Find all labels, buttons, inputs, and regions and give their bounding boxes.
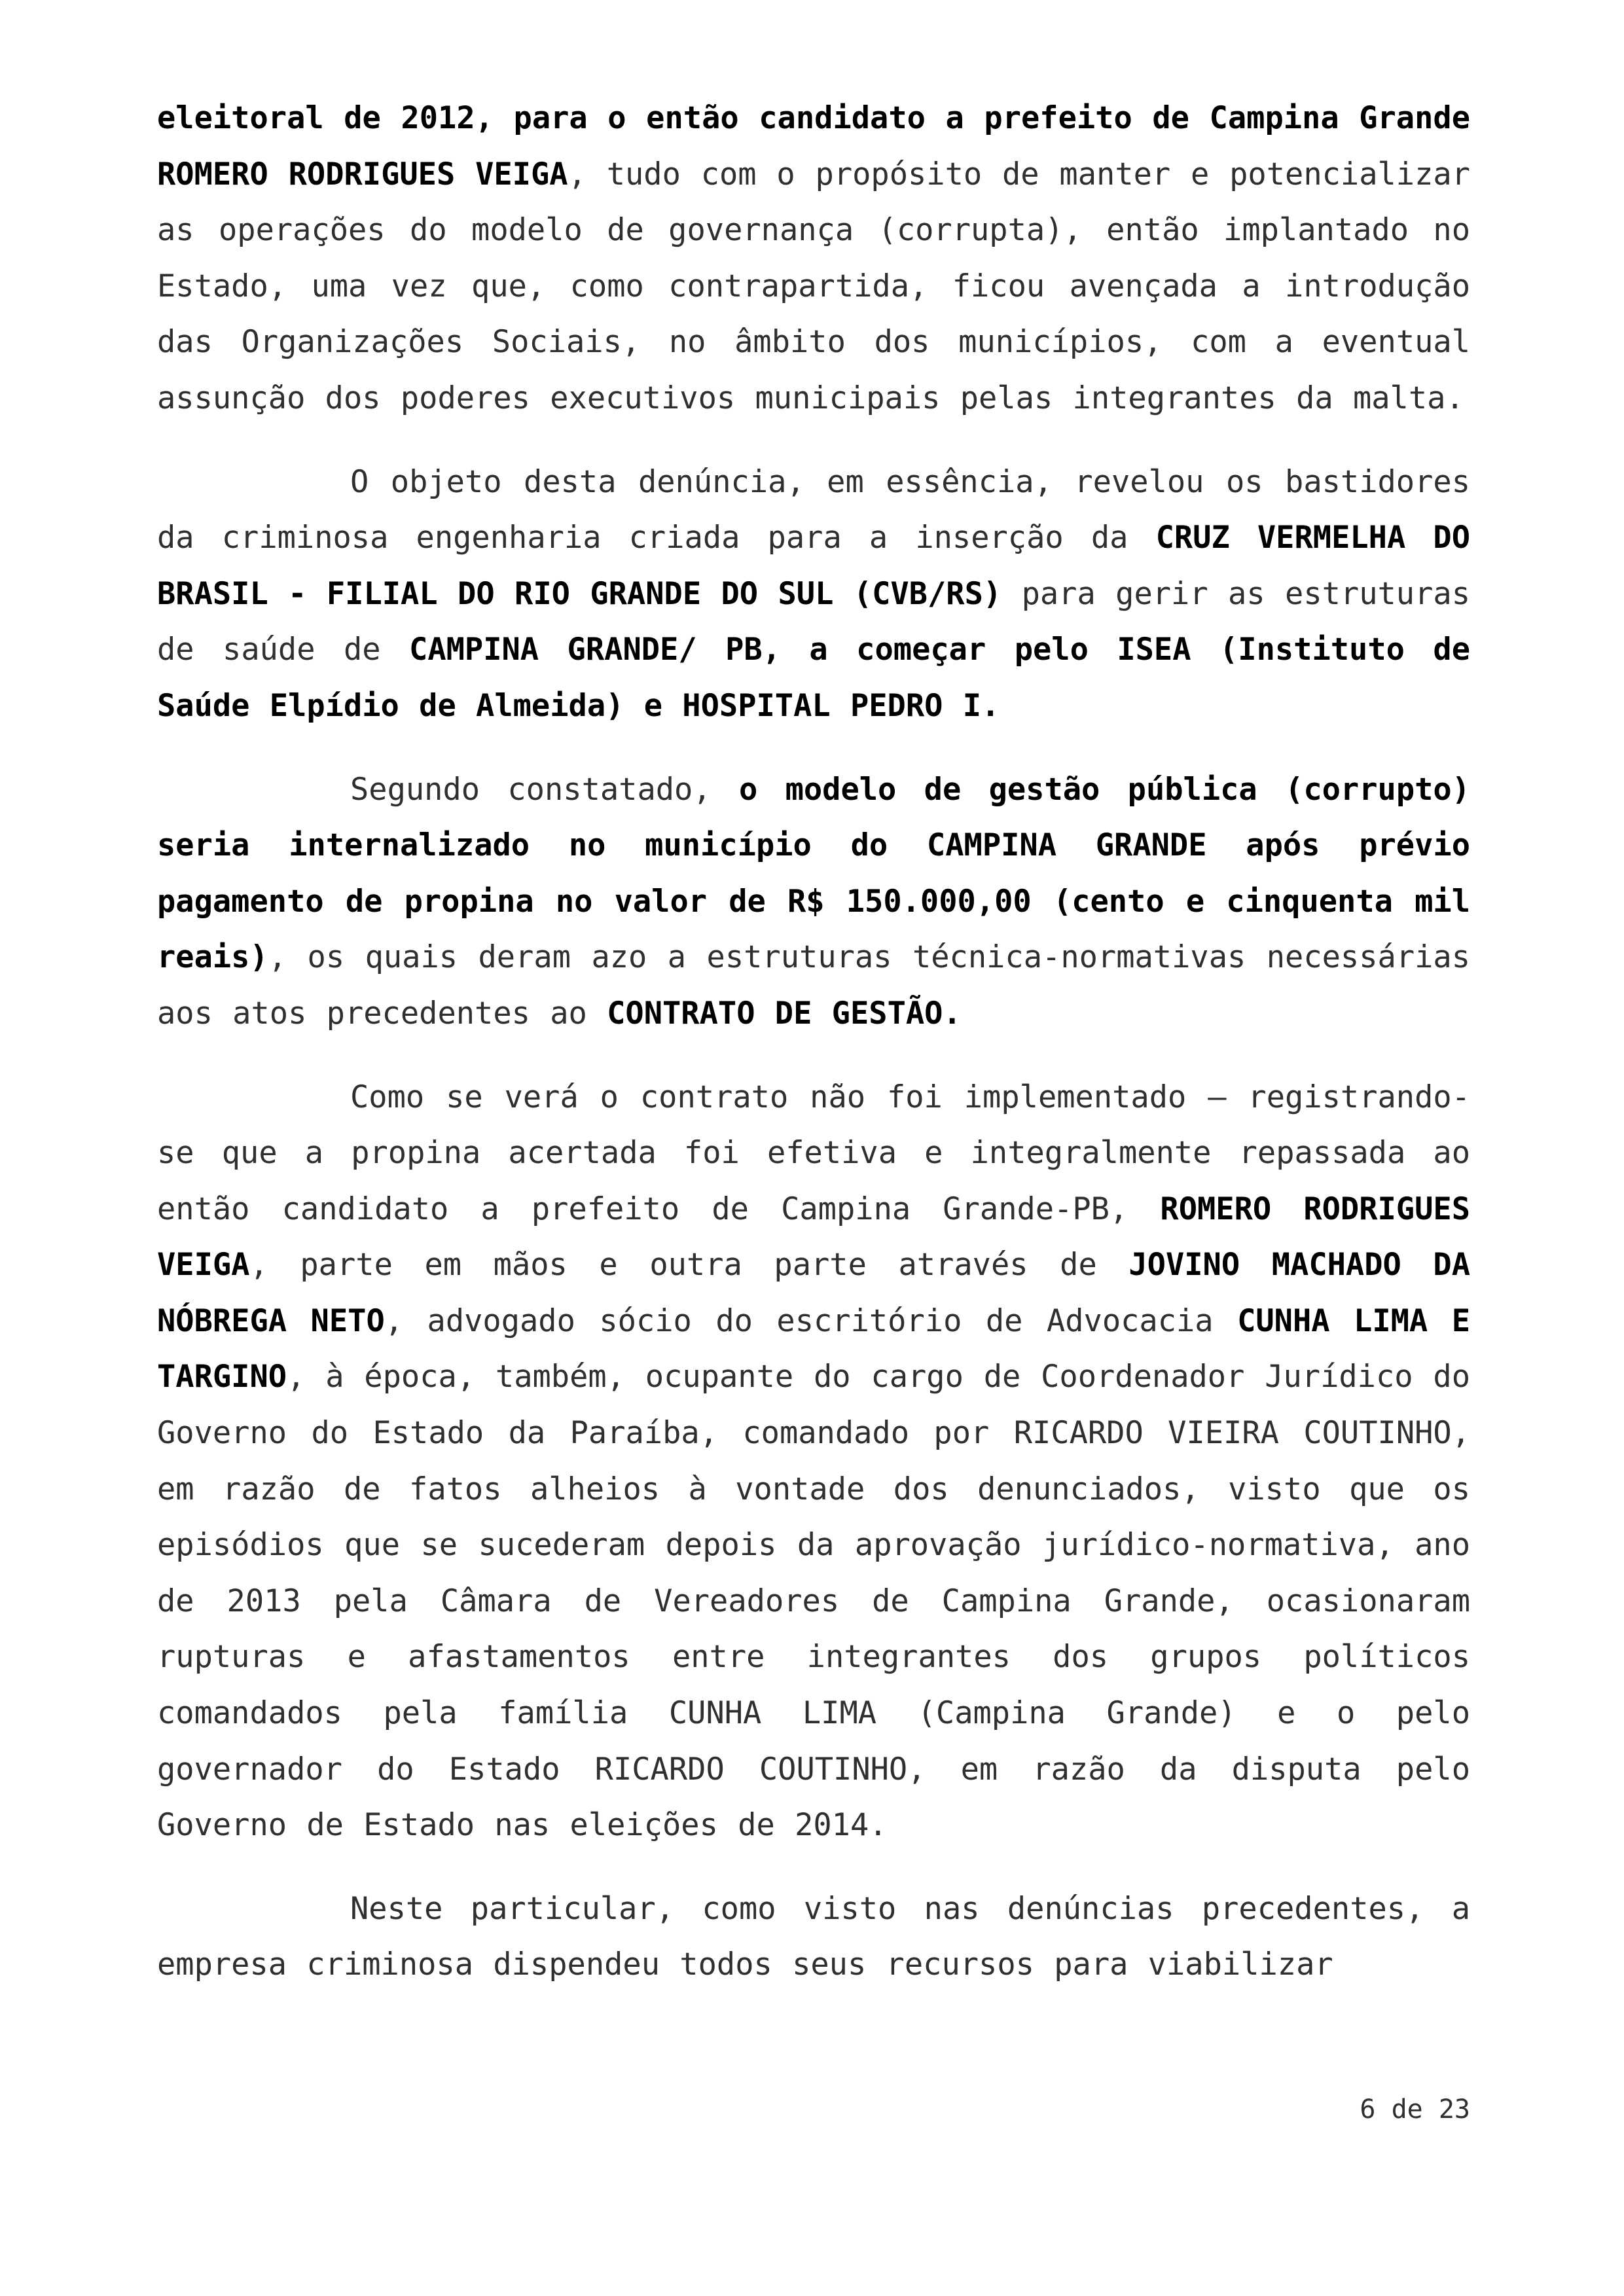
body-text: O objeto desta denúncia, em essência, revelou os bastidores da criminosa engenharia criada para a inserção da bbox=[157, 463, 1470, 556]
body-text: Como se verá o contrato não foi implementado – registrando-se que a propina acertada foi efetiva e integralmente repassada ao então candidato a prefeito de Campina Grande-PB, bbox=[157, 1079, 1470, 1227]
bold-text: CAMPINA GRANDE/ PB, a começar pelo ISEA (Instituto de Saúde Elpídio de Almeida) e HOSPITAL PEDRO I. bbox=[157, 632, 1470, 724]
body-text: , à época, também, ocupante do cargo de Coordenador Jurídico do Governo do Estado da Paraíba, comandado por RICARDO VIEIRA COUTINHO, em razão de fatos alheios à vontade dos denunciados, visto que os episódios que se sucederam depois da aprovação jurídico-normativa, ano de 2013 pela Câmara de Vereadores de Campina Grande, ocasionaram rupturas e afastamentos entre integrantes dos grupos políticos comandados pela família CUNHA LIMA (Campina Grande) e o pelo governador do Estado RICARDO COUTINHO, em razão da disputa pelo Governo de Estado nas eleições de 2014. bbox=[157, 1359, 1470, 1844]
paragraph-5 bbox=[157, 1881, 1470, 1993]
body-text: Segundo constatado, bbox=[350, 771, 739, 808]
bold-text: CUNHA LIMA E TARGINO bbox=[157, 1302, 1471, 1395]
paragraph-3 bbox=[157, 762, 1470, 1042]
bold-text: CRUZ VERMELHA DO BRASIL - FILIAL DO RIO GRANDE DO SUL (CVB/RS) bbox=[157, 520, 1470, 612]
bold-text: eleitoral de 2012, para o então candidato a prefeito de Campina Grande ROMERO RODRIGUES VEIGA bbox=[157, 100, 1470, 192]
paragraph-4 bbox=[157, 1069, 1470, 1854]
paragraph-1 bbox=[157, 90, 1470, 427]
bold-text: o modelo de gestão pública (corrupto) seria internalizado no município do CAMPINA GRANDE após prévio pagamento de propina no valor de R$ 150.000,00 (cento e cinquenta mil reais) bbox=[157, 771, 1471, 976]
bold-text: JOVINO MACHADO DA NÓBREGA NETO bbox=[157, 1247, 1471, 1339]
body-text: para gerir as estruturas de saúde de bbox=[157, 575, 1470, 668]
bold-text: ROMERO RODRIGUES VEIGA bbox=[157, 1191, 1470, 1283]
body-text: , advogado sócio do escritório de Advocacia bbox=[384, 1302, 1238, 1339]
page-number: 6 de 23 bbox=[1360, 2094, 1470, 2125]
bold-text: CONTRATO DE GESTÃO. bbox=[607, 995, 962, 1031]
document-body bbox=[157, 90, 1470, 2020]
body-text: , os quais deram azo a estruturas técnica-normativas necessárias aos atos precedentes ao bbox=[157, 939, 1470, 1031]
body-text: , parte em mãos e outra parte através de bbox=[249, 1247, 1129, 1283]
paragraph-2 bbox=[157, 454, 1470, 734]
body-text: Neste particular, como visto nas denúncias precedentes, a empresa criminosa dispendeu todos seus recursos para viabilizar bbox=[157, 1890, 1470, 1983]
body-text: , tudo com o propósito de manter e potencializar as operações do modelo de governança (corrupta), então implantado no Estado, uma vez que, como contrapartida, ficou avençada a introdução das Organizações Sociais, no âmbito dos municípios, com a eventual assunção dos poderes executivos municipais pelas integrantes da malta. bbox=[157, 156, 1470, 416]
